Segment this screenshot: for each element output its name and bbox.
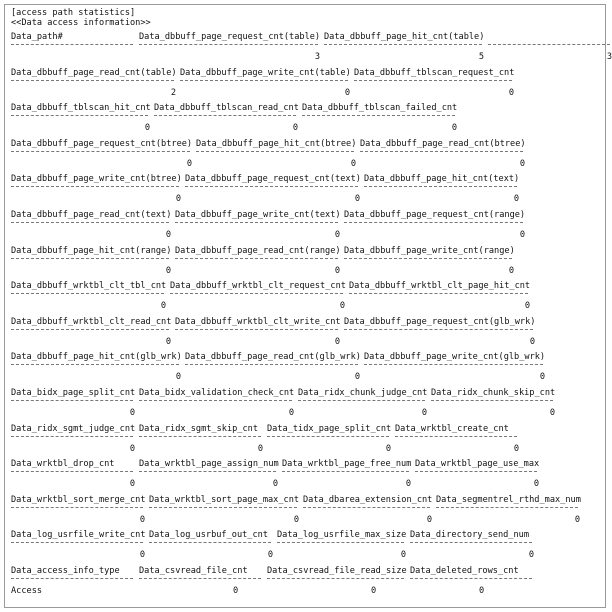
header-underline xyxy=(139,400,292,401)
stat-column xyxy=(11,388,135,418)
header-underline xyxy=(175,222,338,223)
report-body xyxy=(11,8,612,608)
stat-value: 0 xyxy=(508,87,514,98)
header-underline xyxy=(139,578,261,579)
stat-value: 0 xyxy=(513,194,519,205)
stat-value: 3 xyxy=(314,52,320,62)
stat-header: Data_dbbuff_page_hit_cnt(btree) xyxy=(196,138,357,149)
header-underline xyxy=(11,186,179,187)
stat-value: 0 xyxy=(129,408,135,418)
stat-header: Data_dbbuff_page_write_cnt(table) xyxy=(180,67,351,78)
stat-header: Data_dbbuff_page_hit_cnt(glb_wrk) xyxy=(11,352,182,363)
stat-value: 0 xyxy=(257,443,263,454)
header-underline xyxy=(139,44,318,45)
stat-header: Data_dbbuff_page_write_cnt(text) xyxy=(175,210,341,220)
stat-value: 0 xyxy=(175,372,181,383)
header-underline xyxy=(298,400,425,401)
stat-value: 0 xyxy=(405,479,411,490)
stat-header: Data_wrktbl_page_assign_num xyxy=(139,459,279,470)
header-underline xyxy=(395,436,517,437)
stat-column xyxy=(277,530,406,560)
stat-value: 0 xyxy=(508,265,514,276)
header-underline xyxy=(11,293,164,294)
stat-value: 0 xyxy=(385,443,391,454)
stat-header: Data_dbbuff_page_hit_cnt(range) xyxy=(11,245,172,256)
stat-header: Data_dbbuff_tblscan_read_cnt xyxy=(154,103,299,114)
header-underline xyxy=(267,578,404,579)
stat-header: Data_dbbuff_page_read_cnt(text) xyxy=(11,210,172,220)
stat-header: Data_bidx_validation_check_cnt xyxy=(139,388,295,398)
stat-column xyxy=(175,210,340,240)
header-underline xyxy=(11,364,179,365)
stat-value: 0 xyxy=(186,158,192,169)
stat-column xyxy=(139,459,278,489)
stat-column xyxy=(282,459,411,489)
stat-value: 0 xyxy=(139,550,145,561)
stat-column xyxy=(267,424,391,454)
header-underline xyxy=(410,578,532,579)
header-underline xyxy=(302,115,455,116)
stat-value: 0 xyxy=(165,230,171,240)
stat-header: Data_wrktbl_create_cnt xyxy=(395,423,509,434)
stat-header: Data_access_info_type xyxy=(11,566,120,576)
header-underline xyxy=(277,542,404,543)
stat-column xyxy=(11,210,171,240)
header-underline xyxy=(344,329,533,330)
stat-column xyxy=(11,352,181,382)
stat-value: 0 xyxy=(175,194,181,205)
report-title: [access path statistics] xyxy=(11,8,136,18)
stat-column xyxy=(185,174,360,204)
stat-column xyxy=(11,139,192,169)
header-underline xyxy=(175,329,338,330)
stat-value: 0 xyxy=(529,336,535,347)
stat-header: Data_wrktbl_page_use_max xyxy=(415,459,540,470)
stat-value: 0 xyxy=(165,265,171,276)
stat-column xyxy=(11,424,135,454)
stat-column xyxy=(185,352,360,382)
header-underline xyxy=(11,222,169,223)
stat-header: Data_dbbuff_page_write_cnt(glb_wrk) xyxy=(364,352,546,363)
stat-value: 0 xyxy=(426,514,432,525)
header-underline xyxy=(139,436,261,437)
stat-value: 0 xyxy=(288,408,294,418)
stat-value: 0 xyxy=(533,479,539,490)
stat-value: 0 xyxy=(513,443,519,454)
header-underline xyxy=(11,400,133,401)
header-underline xyxy=(410,542,532,543)
stat-header: Data_log_usrbuf_out_cnt xyxy=(149,530,268,541)
stat-value: 0 xyxy=(350,158,356,169)
deleted-rows-value: 0 xyxy=(479,586,485,596)
stat-column xyxy=(415,459,539,489)
stat-header: Data_dbbuff_page_request_cnt(glb_wrk) xyxy=(344,316,536,327)
header-underline xyxy=(267,436,389,437)
stat-header: Data_dbbuff_page_read_cnt(table) xyxy=(11,67,177,78)
header-underline xyxy=(11,151,190,152)
access-row xyxy=(11,586,605,598)
header-underline xyxy=(364,364,543,365)
stat-header: Data_dbbuff_page_read_cnt(glb_wrk) xyxy=(185,352,361,363)
header-underline xyxy=(344,222,523,223)
header-underline xyxy=(11,542,143,543)
stat-header: Data_log_usrfile_write_cnt xyxy=(11,530,146,541)
header-underline xyxy=(139,471,276,472)
stat-column xyxy=(170,281,345,311)
stat-value: 0 xyxy=(354,194,360,205)
stat-column xyxy=(303,495,432,525)
header-underline xyxy=(11,436,133,437)
stat-header: Data_dbbuff_page_write_cnt(range) xyxy=(344,245,515,256)
stat-column xyxy=(11,68,176,98)
stat-column xyxy=(139,32,320,62)
stat-column xyxy=(364,352,545,382)
stat-value: 0 xyxy=(292,123,298,134)
header-underline xyxy=(149,542,271,543)
stat-header: Data_log_usrfile_max_size xyxy=(277,530,407,541)
stat-header: Data_wrktbl_sort_page_max_cnt xyxy=(149,494,300,505)
stat-value: 3 xyxy=(606,52,612,62)
header-underline xyxy=(11,471,133,472)
header-underline xyxy=(415,471,537,472)
stat-header: Data_csvread_file_cnt xyxy=(139,566,248,576)
header-underline xyxy=(488,44,610,45)
stat-value: 0 xyxy=(451,123,457,134)
stat-column xyxy=(436,495,580,525)
stat-column xyxy=(175,246,340,276)
report-subtitle: <<Data access information>> xyxy=(11,18,151,28)
stat-header: Data_dbbuff_wrktbl_clt_write_cnt xyxy=(175,316,341,327)
header-underline xyxy=(364,186,517,187)
stat-column xyxy=(175,317,340,347)
stat-value: 0 xyxy=(549,408,555,418)
header-underline xyxy=(185,186,358,187)
stat-column xyxy=(11,103,150,133)
stat-value: 0 xyxy=(574,514,580,525)
stat-header: Data_dbbuff_wrktbl_clt_request_cnt xyxy=(170,281,346,292)
header-underline xyxy=(180,80,348,81)
stat-value: 0 xyxy=(334,230,340,240)
stat-column xyxy=(196,139,356,169)
header-underline xyxy=(170,293,343,294)
stat-header: Data_dbbuff_page_write_cnt(btree) xyxy=(11,174,182,185)
stat-column xyxy=(488,32,612,62)
stat-column xyxy=(344,210,525,240)
header-underline xyxy=(175,258,338,259)
header-underline xyxy=(354,80,512,81)
stat-header: Data_directory_send_num xyxy=(410,530,529,541)
stat-value: 0 xyxy=(267,550,273,561)
stat-column xyxy=(324,32,484,62)
stat-header: Data_deleted_rows_cnt xyxy=(410,566,519,576)
stat-header: Data_wrktbl_sort_merge_cnt xyxy=(11,494,146,505)
stat-header: Data_segmentrel_rthd_max_num xyxy=(436,494,581,505)
stat-header: Data_dbbuff_wrktbl_clt_read_cnt xyxy=(11,316,172,327)
stat-header: Data_dbbuff_page_hit_cnt(text) xyxy=(364,174,520,185)
csvread-read-size-value: 0 xyxy=(371,586,377,596)
stat-header: Data_tidx_page_split_cnt xyxy=(267,423,392,434)
stat-column xyxy=(11,174,181,204)
header-underline xyxy=(349,293,528,294)
stat-column xyxy=(11,530,145,560)
stat-header: Data_dbbuff_page_request_cnt(range) xyxy=(344,210,526,220)
stat-header: Data_dbbuff_tblscan_request_cnt xyxy=(354,67,515,78)
stat-header: Data_csvread_file_read_size xyxy=(267,566,407,576)
stat-header: Data_dbarea_extension_cnt xyxy=(303,494,433,505)
header-underline xyxy=(11,507,143,508)
stat-value: 0 xyxy=(354,372,360,383)
stat-header: Data_dbbuff_page_read_cnt(range) xyxy=(175,245,341,256)
stat-header: Data_bidx_page_split_cnt xyxy=(11,388,136,398)
stat-header: Data_dbbuff_page_request_cnt(table) xyxy=(139,32,321,42)
stat-value: 0 xyxy=(129,479,135,490)
stat-header: Data_ridx_sgmt_judge_cnt xyxy=(11,423,136,434)
stat-value: 0 xyxy=(519,230,525,240)
stat-value: 0 xyxy=(400,550,406,561)
header-underline xyxy=(324,44,482,45)
stat-value: 0 xyxy=(272,479,278,490)
stat-header: Data_dbbuff_page_request_cnt(text) xyxy=(185,174,361,185)
stat-header: Data_wrktbl_page_free_num xyxy=(282,459,412,470)
stat-value: 0 xyxy=(421,408,427,418)
stat-value: 0 xyxy=(339,301,345,312)
stat-value: 0 xyxy=(293,514,299,525)
stat-header: Data_dbbuff_wrktbl_clt_tbl_cnt xyxy=(11,281,167,292)
stat-column xyxy=(349,281,530,311)
stat-value: 2 xyxy=(170,87,176,98)
header-underline xyxy=(11,44,133,45)
header-underline xyxy=(282,471,409,472)
stat-header: Data_dbbuff_page_read_cnt(btree) xyxy=(360,138,526,149)
stat-header: Data_ridx_sgmt_skip_cnt xyxy=(139,423,258,434)
stat-value: 0 xyxy=(519,158,525,169)
header-underline xyxy=(11,329,169,330)
header-underline xyxy=(303,507,430,508)
stat-column xyxy=(395,424,519,454)
stat-value: 0 xyxy=(528,550,534,561)
stat-column xyxy=(298,388,427,418)
stat-column xyxy=(344,246,514,276)
stat-column xyxy=(11,495,145,525)
stat-column xyxy=(139,424,263,454)
stat-value: 0 xyxy=(539,372,545,383)
stat-column xyxy=(11,246,171,276)
stat-column xyxy=(354,68,514,98)
header-underline xyxy=(11,258,169,259)
stat-value: 0 xyxy=(524,301,530,312)
stat-header: Data_path# xyxy=(11,32,63,42)
stat-header: Data_dbbuff_wrktbl_clt_page_hit_cnt xyxy=(349,281,531,292)
stat-header: Data_dbbuff_page_request_cnt(btree) xyxy=(11,138,193,149)
header-underline xyxy=(11,115,148,116)
stat-column xyxy=(431,388,555,418)
header-underline xyxy=(344,258,512,259)
stat-value: 0 xyxy=(334,265,340,276)
stat-column xyxy=(149,530,273,560)
stat-column xyxy=(410,530,534,560)
stat-column xyxy=(149,495,299,525)
stat-header: Data_ridx_chunk_judge_cnt xyxy=(298,388,428,398)
stat-column xyxy=(344,317,535,347)
stat-value: 0 xyxy=(160,301,166,312)
stat-header: Data_dbbuff_tblscan_failed_cnt xyxy=(302,103,458,114)
stat-value: 0 xyxy=(344,87,350,98)
header-underline xyxy=(360,151,523,152)
stat-column xyxy=(364,174,519,204)
header-underline xyxy=(431,400,553,401)
stat-value: 0 xyxy=(165,336,171,347)
stat-header: Data_dbbuff_tblscan_hit_cnt xyxy=(11,103,151,114)
stat-header: Data_ridx_chunk_skip_cnt xyxy=(431,388,556,398)
header-underline xyxy=(185,364,358,365)
stat-value: 0 xyxy=(139,514,145,525)
stat-value: 0 xyxy=(129,443,135,454)
header-underline xyxy=(149,507,297,508)
stat-column xyxy=(154,103,298,133)
stat-column xyxy=(360,139,525,169)
header-underline xyxy=(154,115,296,116)
access-type-value: Access xyxy=(11,586,43,596)
stat-column xyxy=(11,317,171,347)
stat-value: 0 xyxy=(334,336,340,347)
stat-column xyxy=(180,68,350,98)
stat-value: 5 xyxy=(478,52,484,62)
stat-column xyxy=(11,281,166,311)
stat-header: Data_wrktbl_drop_cnt xyxy=(11,459,115,470)
csvread-file-cnt-value: 0 xyxy=(233,586,239,596)
header-underline xyxy=(436,507,578,508)
header-underline xyxy=(11,578,133,579)
stat-column xyxy=(11,459,135,489)
stat-value: 0 xyxy=(144,123,150,134)
stat-column xyxy=(139,388,294,418)
stat-column xyxy=(11,32,135,62)
stat-column xyxy=(302,103,457,133)
stat-header: Data_dbbuff_page_hit_cnt(table) xyxy=(324,32,485,42)
header-underline xyxy=(196,151,354,152)
header-underline xyxy=(11,80,174,81)
